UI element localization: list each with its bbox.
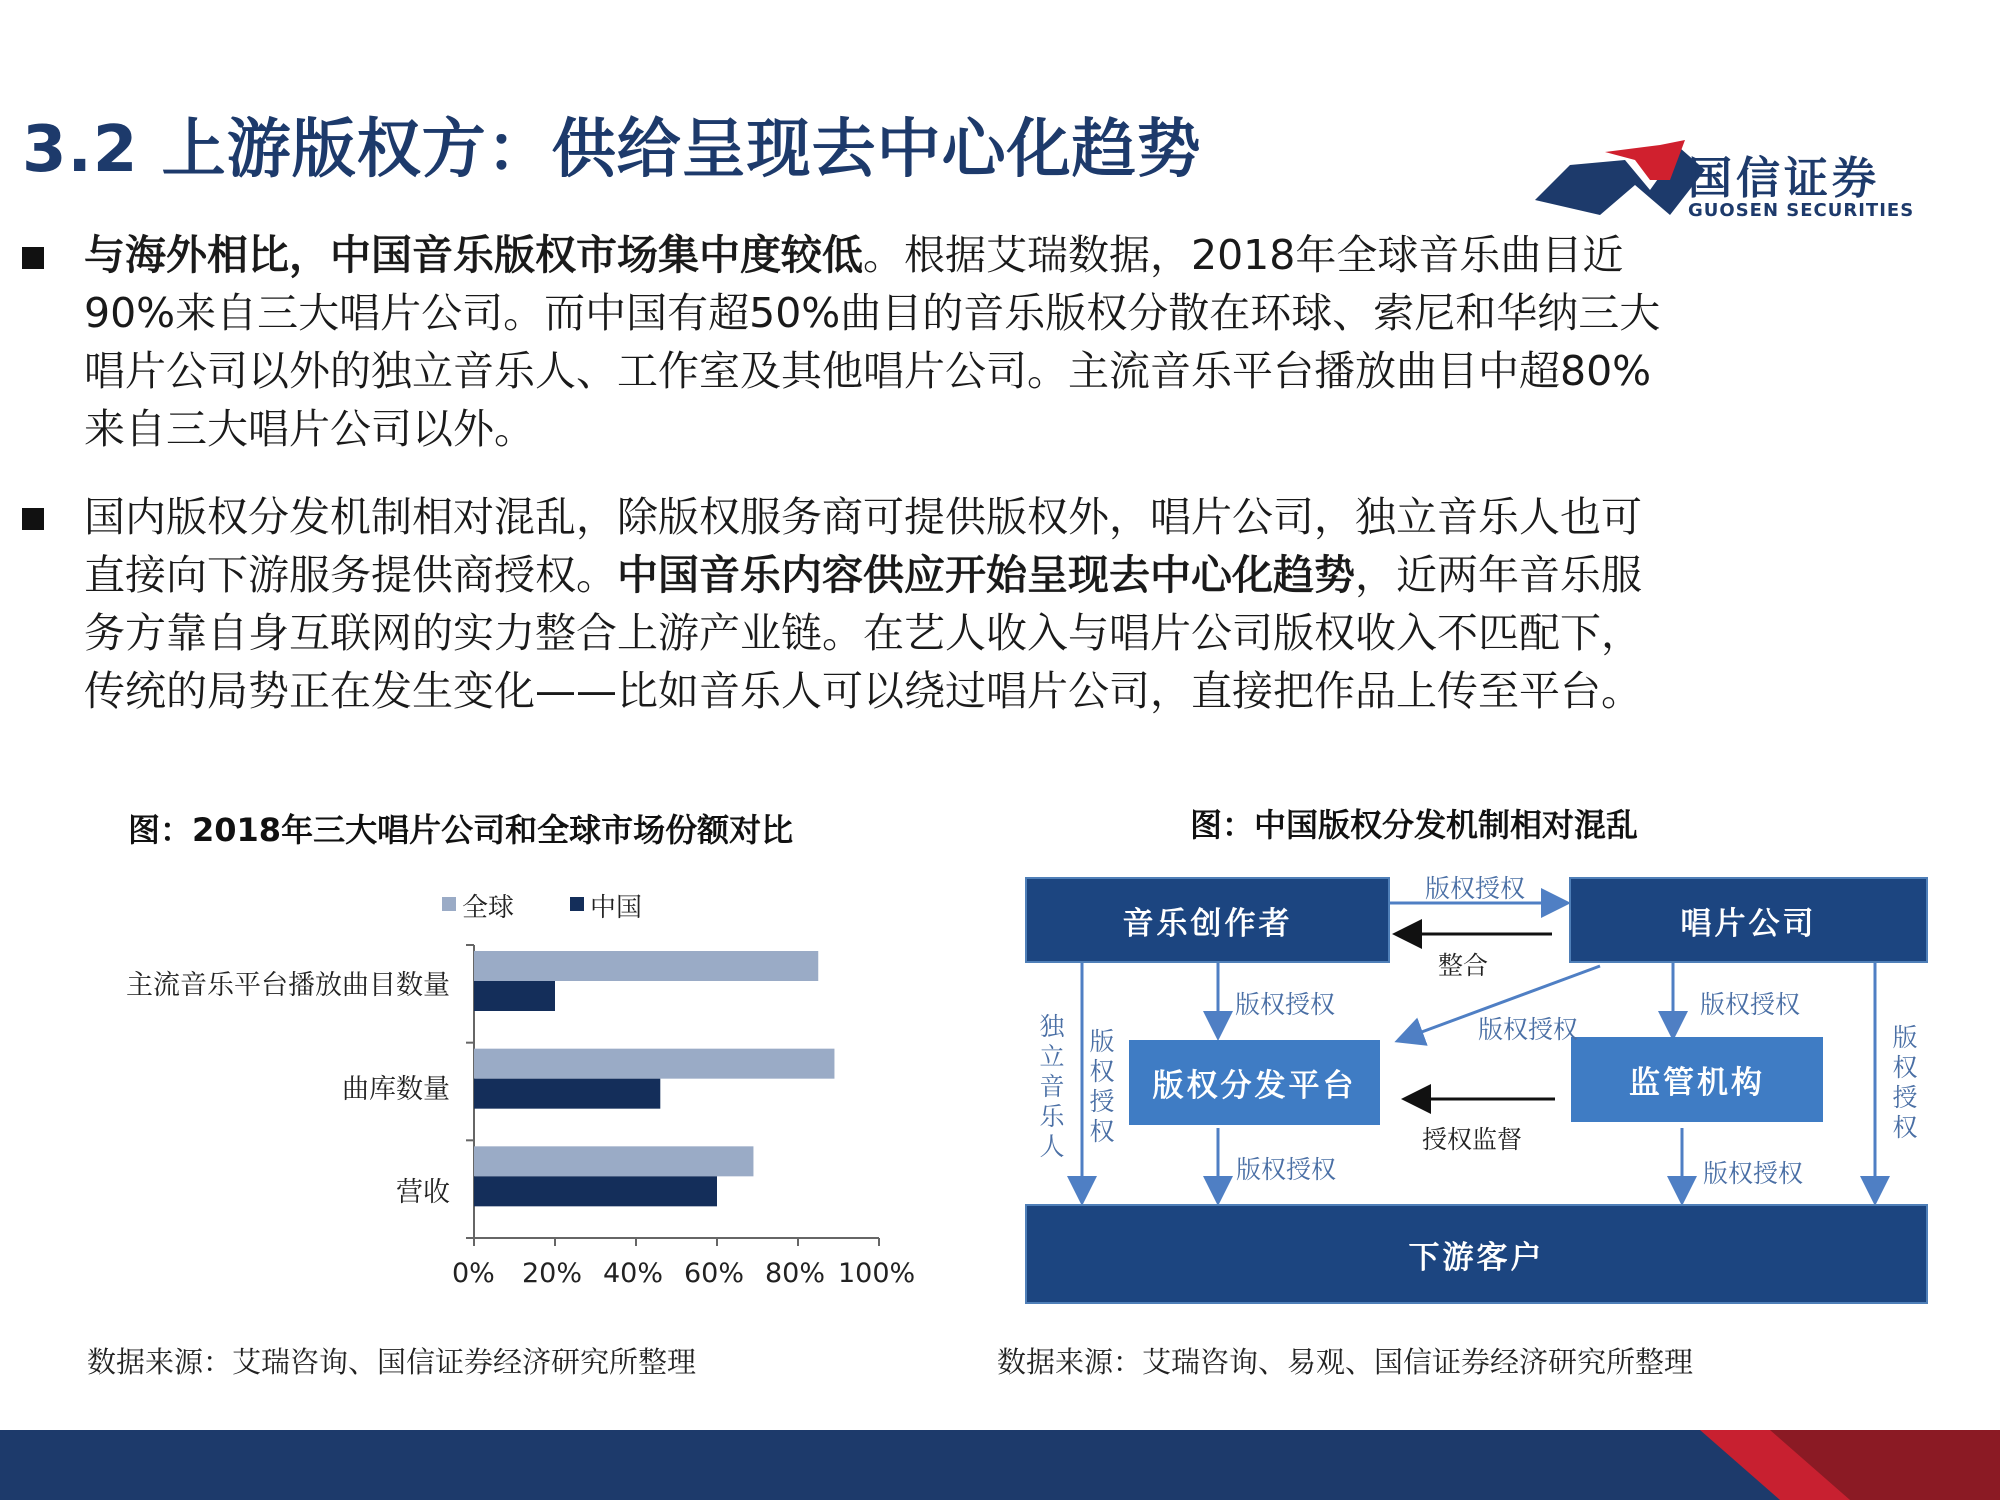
x-tick-label: 20%	[522, 1258, 583, 1289]
legend-label-global: 全球	[462, 893, 515, 923]
text: 。根据艾瑞数据，2018年全球音乐曲目近	[863, 231, 1624, 279]
edge-label: 整合	[1438, 951, 1489, 980]
edge-label: 版权授权	[1703, 1159, 1804, 1188]
edge-label: 版权授权	[1235, 990, 1336, 1019]
text: 90%来自三大唱片公司。而中国有超50%曲目的音乐版权分散在环球、索尼和华纳三大	[84, 289, 1661, 337]
legend-label-china: 中国	[590, 893, 643, 923]
left-figure-caption: 图：2018年三大唱片公司和全球市场份额对比	[128, 811, 794, 849]
category-label: 曲库数量	[342, 1074, 450, 1105]
bold-text: 与海外相比，中国音乐版权市场集中度较低	[84, 231, 863, 279]
edge-label-vertical: 版权授权	[1892, 1023, 1918, 1142]
left-figure-source: 数据来源：艾瑞咨询、国信证券经济研究所整理	[87, 1345, 697, 1379]
text: 唱片公司以外的独立音乐人、工作室及其他唱片公司。主流音乐平台播放曲目中超80%	[84, 347, 1652, 395]
x-tick-label: 60%	[684, 1258, 745, 1289]
edge-label: 版权授权	[1236, 1155, 1337, 1184]
edge-label: 版权授权	[1700, 990, 1801, 1019]
text: 直接向下游服务提供商授权。	[84, 551, 617, 599]
category-label: 主流音乐平台播放曲目数量	[126, 970, 450, 1001]
node-distribution-platform: 版权分发平台	[1129, 1040, 1380, 1125]
footer-accent-icon	[1700, 1430, 2000, 1500]
bold-text: 中国音乐内容供应开始呈现去中心化趋势	[617, 551, 1355, 599]
category-label: 营收	[396, 1177, 450, 1208]
edge-label: 版权授权	[1478, 1015, 1579, 1044]
node-downstream-customer: 下游客户	[1027, 1206, 1926, 1302]
page-title: 3.2 上游版权方：供给呈现去中心化趋势	[22, 113, 1202, 187]
logo-text-en: GUOSEN SECURITIES	[1688, 200, 1915, 221]
edge-label-vertical: 版权授权	[1089, 1027, 1115, 1146]
text: 国内版权分发机制相对混乱，除版权服务商可提供版权外，唱片公司，独立音乐人也可	[84, 493, 1642, 541]
x-tick-label: 100%	[838, 1258, 916, 1289]
right-figure-source: 数据来源：艾瑞咨询、易观、国信证券经济研究所整理	[997, 1345, 1694, 1379]
x-tick-label: 40%	[603, 1258, 664, 1289]
node-record-label: 唱片公司	[1571, 879, 1926, 961]
x-tick-label: 0%	[452, 1258, 495, 1289]
x-tick-label: 80%	[765, 1258, 826, 1289]
node-regulator: 监管机构	[1571, 1037, 1823, 1122]
text: 务方靠自身互联网的实力整合上游产业链。在艺人收入与唱片公司版权收入不匹配下，	[84, 609, 1642, 657]
text: ，近两年音乐服	[1355, 551, 1642, 599]
right-figure-caption: 图：中国版权分发机制相对混乱	[1190, 806, 1639, 844]
edge-label: 版权授权	[1425, 874, 1526, 903]
text: 来自三大唱片公司以外。	[84, 405, 535, 453]
text: 传统的局势正在发生变化——比如音乐人可以绕过唱片公司，直接把作品上传至平台。	[84, 667, 1642, 715]
edge-label: 授权监督	[1422, 1125, 1523, 1154]
node-music-creator: 音乐创作者	[1027, 879, 1388, 961]
edge-label-vertical: 独立音乐人	[1039, 1012, 1065, 1161]
logo-text-cn: 国信证券	[1688, 153, 1880, 204]
